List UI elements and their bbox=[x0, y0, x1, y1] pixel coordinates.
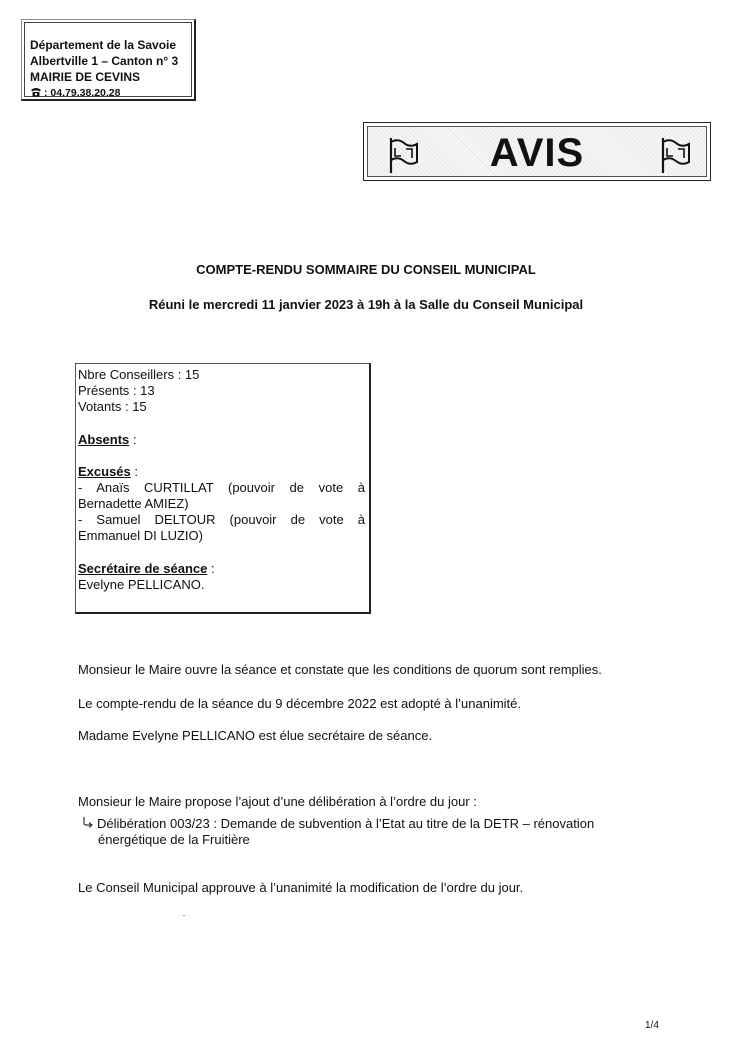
header-box bbox=[21, 19, 196, 101]
excuses-label: Excusés bbox=[78, 464, 131, 479]
mairie-line: MAIRIE DE CEVINS bbox=[30, 70, 141, 84]
phone-line bbox=[30, 87, 120, 100]
excuse-1-line-1: - Anaïs CURTILLAT (pouvoir de vote à bbox=[78, 480, 365, 495]
canton-line: Albertville 1 – Canton n° 3 bbox=[30, 54, 179, 68]
paragraph-secretary: Madame Evelyne PELLICANO est élue secrétaire de séance. bbox=[78, 728, 433, 743]
excuse-2-line-2: Emmanuel DI LUZIO) bbox=[78, 528, 203, 543]
paragraph-quorum: Monsieur le Maire ouvre la séance et constate que les conditions de quorum sont remplies. bbox=[78, 662, 602, 677]
secretaire-name: Evelyne PELLICANO. bbox=[78, 577, 205, 592]
avis-title: AVIS bbox=[489, 131, 585, 175]
secretaire-heading bbox=[78, 561, 365, 577]
votants-count: Votants : 15 bbox=[78, 399, 147, 414]
excuses-heading bbox=[78, 464, 365, 480]
attendance-box bbox=[75, 363, 371, 614]
meeting-subtitle: Réuni le mercredi 11 janvier 2023 à 19h à la Salle du Conseil Municipal bbox=[148, 297, 584, 312]
paragraph-agenda-addition: Monsieur le Maire propose l’ajout d’une délibération à l’ordre du jour : bbox=[78, 794, 477, 809]
avis-banner-inner bbox=[367, 126, 707, 177]
department-line: Département de la Savoie bbox=[30, 38, 177, 52]
pointing-arrow-icon bbox=[82, 816, 94, 831]
avis-banner bbox=[363, 122, 711, 181]
page-number: 1/4 bbox=[645, 1020, 659, 1031]
absents-label: Absents bbox=[78, 432, 130, 447]
telephone-icon bbox=[30, 87, 42, 100]
excuse-2-line-1: - Samuel DELTOUR (pouvoir de vote à bbox=[78, 512, 365, 527]
agenda-bullet-text-line-1: Délibération 003/23 : Demande de subvention à l’Etat au titre de la DETR – rénovation bbox=[97, 816, 595, 831]
header-inner-frame bbox=[24, 22, 192, 97]
secretaire-label: Secrétaire de séance bbox=[78, 561, 208, 576]
excuse-1-line-2: Bernadette AMIEZ) bbox=[78, 496, 189, 511]
paragraph-approval: Le Conseil Municipal approuve à l’unanimité la modification de l’ordre du jour. bbox=[78, 880, 524, 895]
phone-number: : 04.79.38.20.28 bbox=[44, 87, 121, 99]
conseillers-count: Nbre Conseillers : 15 bbox=[78, 367, 200, 382]
secretaire-suffix: : bbox=[207, 561, 215, 576]
agenda-bullet-text-line-2: énergétique de la Fruitière bbox=[98, 832, 250, 847]
absents-suffix: : bbox=[129, 432, 137, 447]
report-title: COMPTE-RENDU SOMMAIRE DU CONSEIL MUNICIPAL bbox=[196, 262, 536, 277]
absents-heading bbox=[78, 432, 365, 448]
presents-count: Présents : 13 bbox=[78, 383, 155, 398]
flag-icon bbox=[658, 136, 694, 179]
paragraph-previous-report: Le compte-rendu de la séance du 9 décembre 2022 est adopté à l’unanimité. bbox=[78, 696, 522, 711]
scan-speck bbox=[183, 915, 185, 916]
excuses-suffix: : bbox=[130, 464, 138, 479]
agenda-bullet bbox=[82, 816, 594, 831]
